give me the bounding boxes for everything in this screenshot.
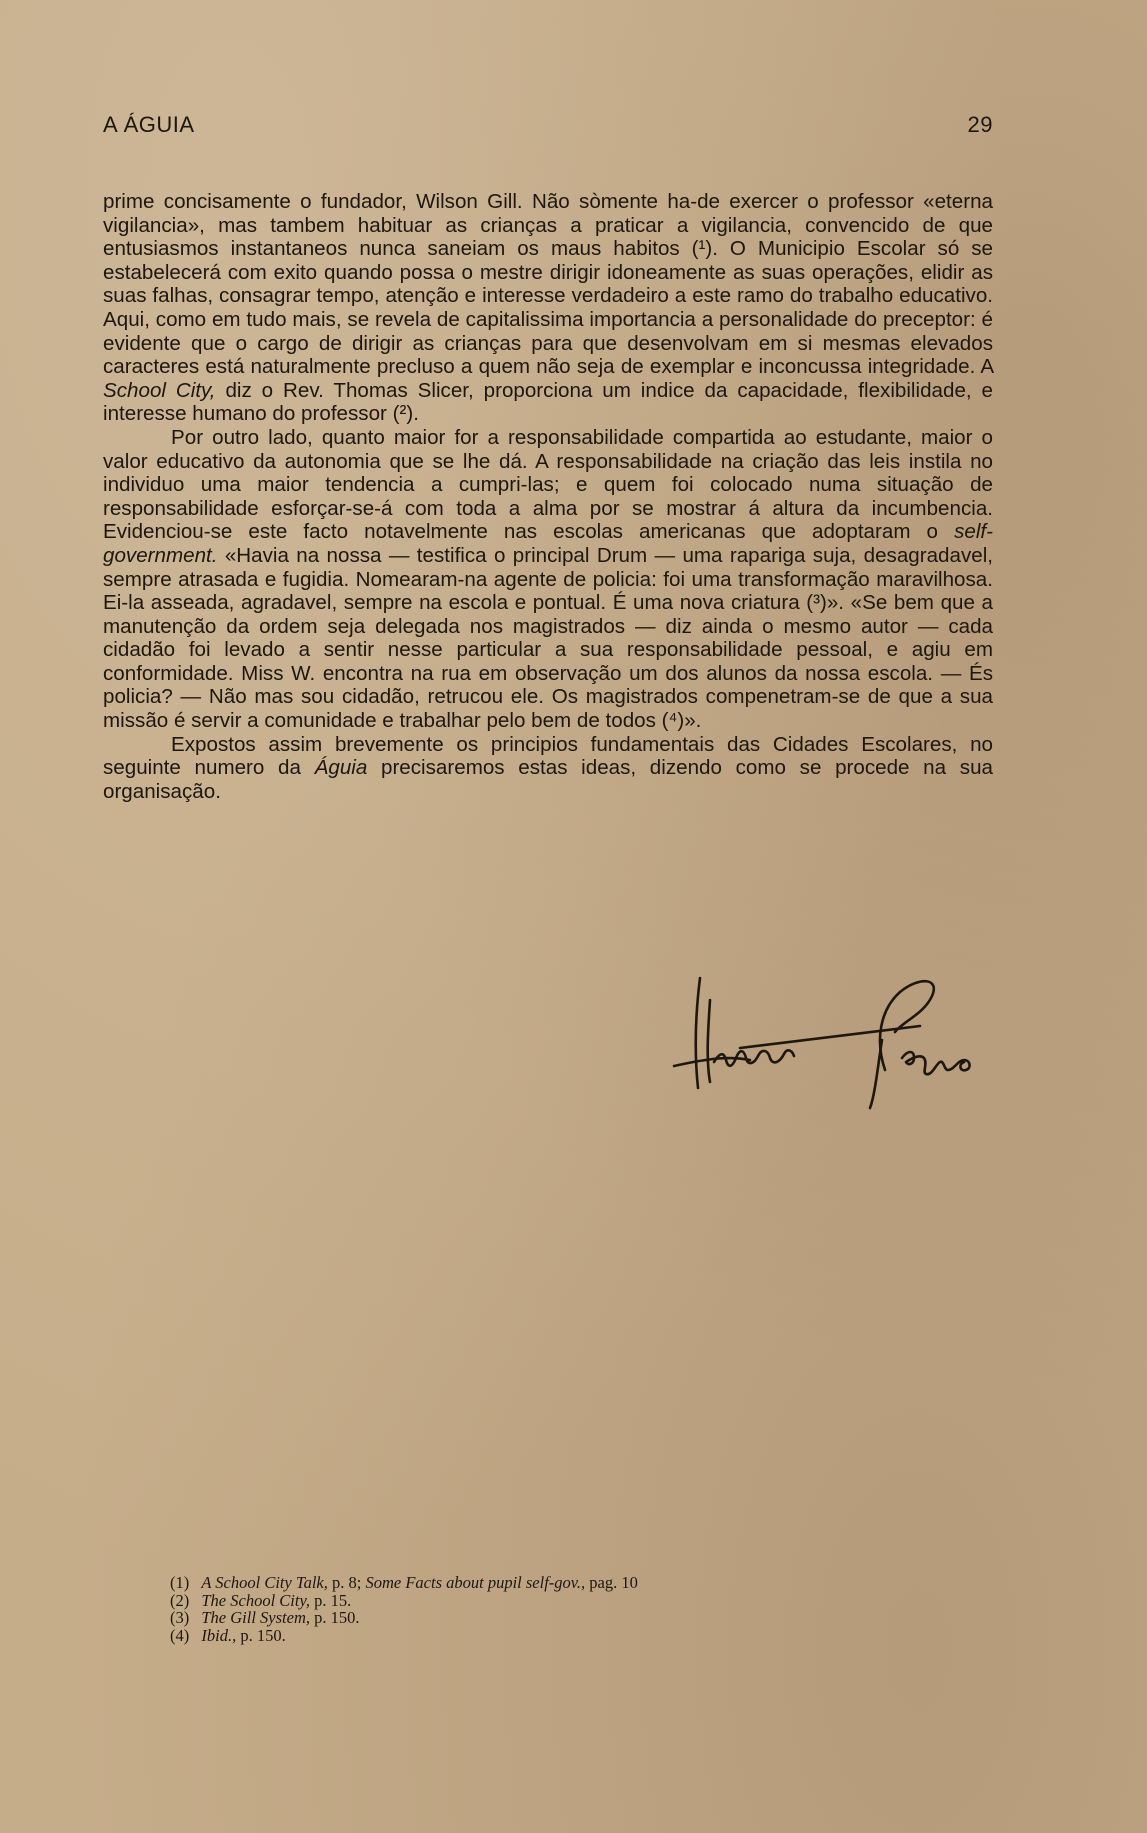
running-title: A ÁGUIA — [103, 112, 195, 137]
footnote-3-rest: p. 150. — [314, 1608, 360, 1628]
footnote-1-title2: Some Facts about pupil self-gov., — [365, 1573, 586, 1592]
footnote-2-title: The School City, — [201, 1590, 310, 1610]
paragraph-1-text-b: diz o Rev. Thomas Slicer, proporciona um indice da capacidade, flexibilidade, e interesse humano do professor (²). — [103, 378, 993, 426]
footnote-4-mark: (4) — [170, 1625, 190, 1645]
paragraph-1-text-a: prime concisamente o fundador, Wilson Gill. Não sòmente ha-de exercer o professor «eterna vigilancia», mas tambem habituar as crianças a praticar a vigilancia, convencido de que entusiasmos instantaneos nunca saneiam os maus habitos (¹). O Municipio Escolar só se estabelecerá com exito quando possa o mestre dirigir idoneamente as suas operações, elidir as suas falhas, consagrar tempo, atenção e interesse verdadeiro a este ramo do trabalho educativo. Aqui, como em tudo mais, se revela de capitalissima importancia a personalidade do preceptor: é evidente que o cargo de dirigir as crianças para que desenvolvam em si mesmas elevados caracteres está naturalmente precluso a quem não seja de exemplar e inconcussa integridade. A — [103, 190, 993, 379]
paragraph-1 — [103, 190, 993, 426]
footnote-4 — [170, 1627, 870, 1645]
footnote-1-rest: p. 8; — [332, 1573, 362, 1592]
footnote-2-mark: (2) — [170, 1590, 190, 1610]
paragraph-1-italic: School City, — [103, 378, 216, 402]
paragraph-2-text-a: Por outro lado, quanto maior for a responsabilidade compartida ao estudante, maior o valor educativo da autonomia que se lhe dá. A responsabilidade na criação das leis instila no individuo uma maior tendencia a cumpri-las; e quem foi colocado numa situação de responsabilidade esforçar-se-á com toda a alma por se mostrar á altura da incumbencia. Evidenciou-se este facto notavelmente nas escolas americanas que adoptaram o — [103, 425, 993, 544]
footnotes — [170, 1574, 870, 1644]
paragraph-3 — [103, 733, 993, 804]
footnote-1-title: A School City Talk, — [201, 1573, 328, 1592]
footnote-4-rest: p. 150. — [240, 1625, 286, 1645]
page-header — [103, 112, 993, 138]
footnote-3 — [170, 1609, 870, 1627]
paragraph-2 — [103, 426, 993, 733]
paragraph-3-text-b: precisaremos estas ideas, dizendo como se procede na sua organisação. — [103, 756, 993, 803]
footnote-1 — [170, 1574, 870, 1592]
handwritten-signature — [670, 970, 1000, 1110]
footnote-3-mark: (3) — [170, 1608, 190, 1628]
footnote-1-rest2: pag. 10 — [589, 1573, 638, 1592]
footnote-3-title: The Gill System, — [201, 1608, 310, 1628]
page-number: 29 — [967, 112, 993, 137]
footnote-4-title: Ibid., — [201, 1625, 237, 1645]
footnote-1-mark: (1) — [170, 1573, 190, 1592]
paragraph-3-italic: Águia — [314, 756, 368, 780]
footnote-2 — [170, 1592, 870, 1610]
article-body — [103, 190, 993, 803]
paragraph-2-italic: self-government. — [103, 520, 993, 567]
footnote-2-rest: p. 15. — [314, 1590, 352, 1610]
paragraph-3-text-a: Expostos assim brevemente os principios fundamentais das Cidades Escolares, no seguinte numero da — [103, 732, 993, 780]
paragraph-2-text-b: «Havia na nossa — testifica o principal Drum — uma rapariga suja, desagradavel, sempre atrasada e fugidia. Nomearam-na agente de policia: foi uma transformação maravilhosa. Ei-la asseada, agradavel, sempre na escola e pontual. É uma nova criatura (³)». «Se bem que a manutenção da ordem seja delegada nos magistrados — diz ainda o mesmo autor — cada cidadão foi levado a sentir nesse particular a sua responsabilidade pessoal, e agiu em conformidade. Miss W. encontra na rua em observação um dos alunos da nossa escola. — És policia? — Não mas sou cidadão, retrucou ele. Os magistrados compenetram-se de que a sua missão é servir a comunidade e trabalhar pelo bem de todos (⁴)». — [103, 543, 993, 733]
